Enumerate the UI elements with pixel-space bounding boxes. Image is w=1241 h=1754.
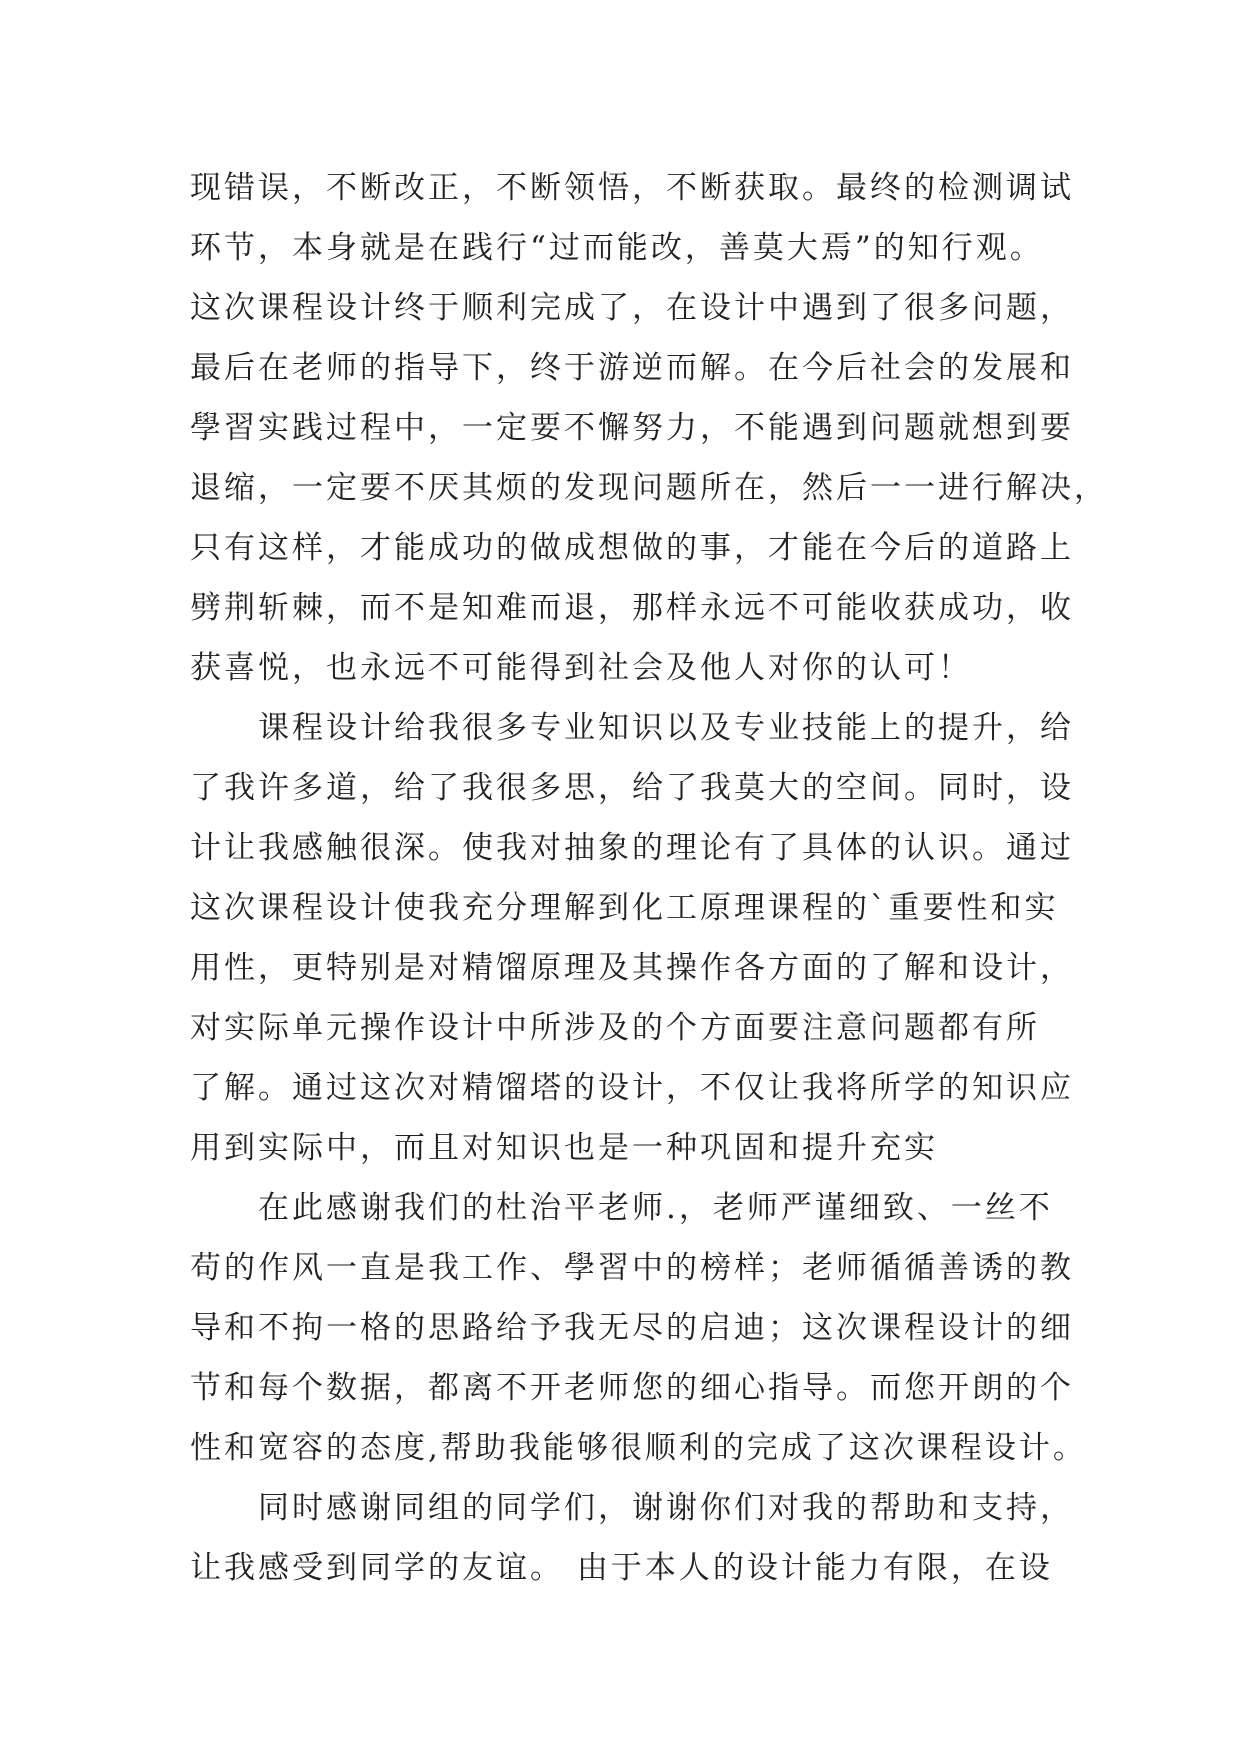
text-line: 获喜悦，也永远不可能得到社会及他人对你的认可！ — [190, 650, 972, 686]
text-line: 环节，本身就是在践行“过而能改，善莫大焉”的知行观。 — [190, 230, 1044, 266]
text-line: 让我感受到同学的友谊。 由于本人的设计能力有限，在设 — [190, 1550, 1053, 1586]
text-line: 苟的作风一直是我工作、學習中的榜样；老师循循善诱的教 — [190, 1250, 1074, 1286]
text-line: 对实际单元操作设计中所涉及的个方面要注意问题都有所 — [190, 1010, 1040, 1046]
text-line: 最后在老师的指导下，终于游逆而解。在今后社会的发展和 — [190, 350, 1074, 386]
paragraph-start-line: 课程设计给我很多专业知识以及专业技能上的提升，给 — [190, 710, 1074, 746]
text-line: 计让我感触很深。使我对抽象的理论有了具体的认识。通过 — [190, 830, 1074, 866]
text-line: 这次课程设计终于顺利完成了，在设计中遇到了很多问题， — [190, 290, 1074, 326]
paragraph-start-line: 同时感谢同组的同学们，谢谢你们对我的帮助和支持， — [190, 1490, 1074, 1526]
paragraph-start-line: 在此感谢我们的杜治平老师.，老师严谨细致、一丝不 — [190, 1190, 1053, 1226]
text-line: 这次课程设计使我充分理解到化工原理课程的`重要性和实 — [190, 890, 1059, 926]
text-line: 了解。通过这次对精馏塔的设计，不仅让我将所学的知识应 — [190, 1070, 1074, 1106]
text-line: 节和每个数据，都离不开老师您的细心指导。而您开朗的个 — [190, 1370, 1074, 1406]
text-line: 退缩，一定要不厌其烦的发现问题所在，然后一一进行解决， — [190, 470, 1108, 506]
text-line: 用到实际中，而且对知识也是一种巩固和提升充实 — [190, 1130, 938, 1166]
text-line: 现错误，不断改正，不断领悟，不断获取。最终的检测调试 — [190, 170, 1074, 206]
text-line: 导和不拘一格的思路给予我无尽的启迪；这次课程设计的细 — [190, 1310, 1074, 1346]
text-line: 只有这样，才能成功的做成想做的事，才能在今后的道路上 — [190, 530, 1074, 566]
text-line: 學習实践过程中，一定要不懈努力，不能遇到问题就想到要 — [190, 410, 1074, 446]
body-text — [190, 158, 1108, 1598]
text-line: 性和宽容的态度,帮助我能够很顺利的完成了这次课程设计。 — [190, 1430, 1087, 1466]
text-line: 用性，更特别是对精馏原理及其操作各方面的了解和设计， — [190, 950, 1074, 986]
text-line: 劈荆斩棘，而不是知难而退，那样永远不可能收获成功，收 — [190, 590, 1074, 626]
text-line: 了我许多道，给了我很多思，给了我莫大的空间。同时，设 — [190, 770, 1074, 806]
